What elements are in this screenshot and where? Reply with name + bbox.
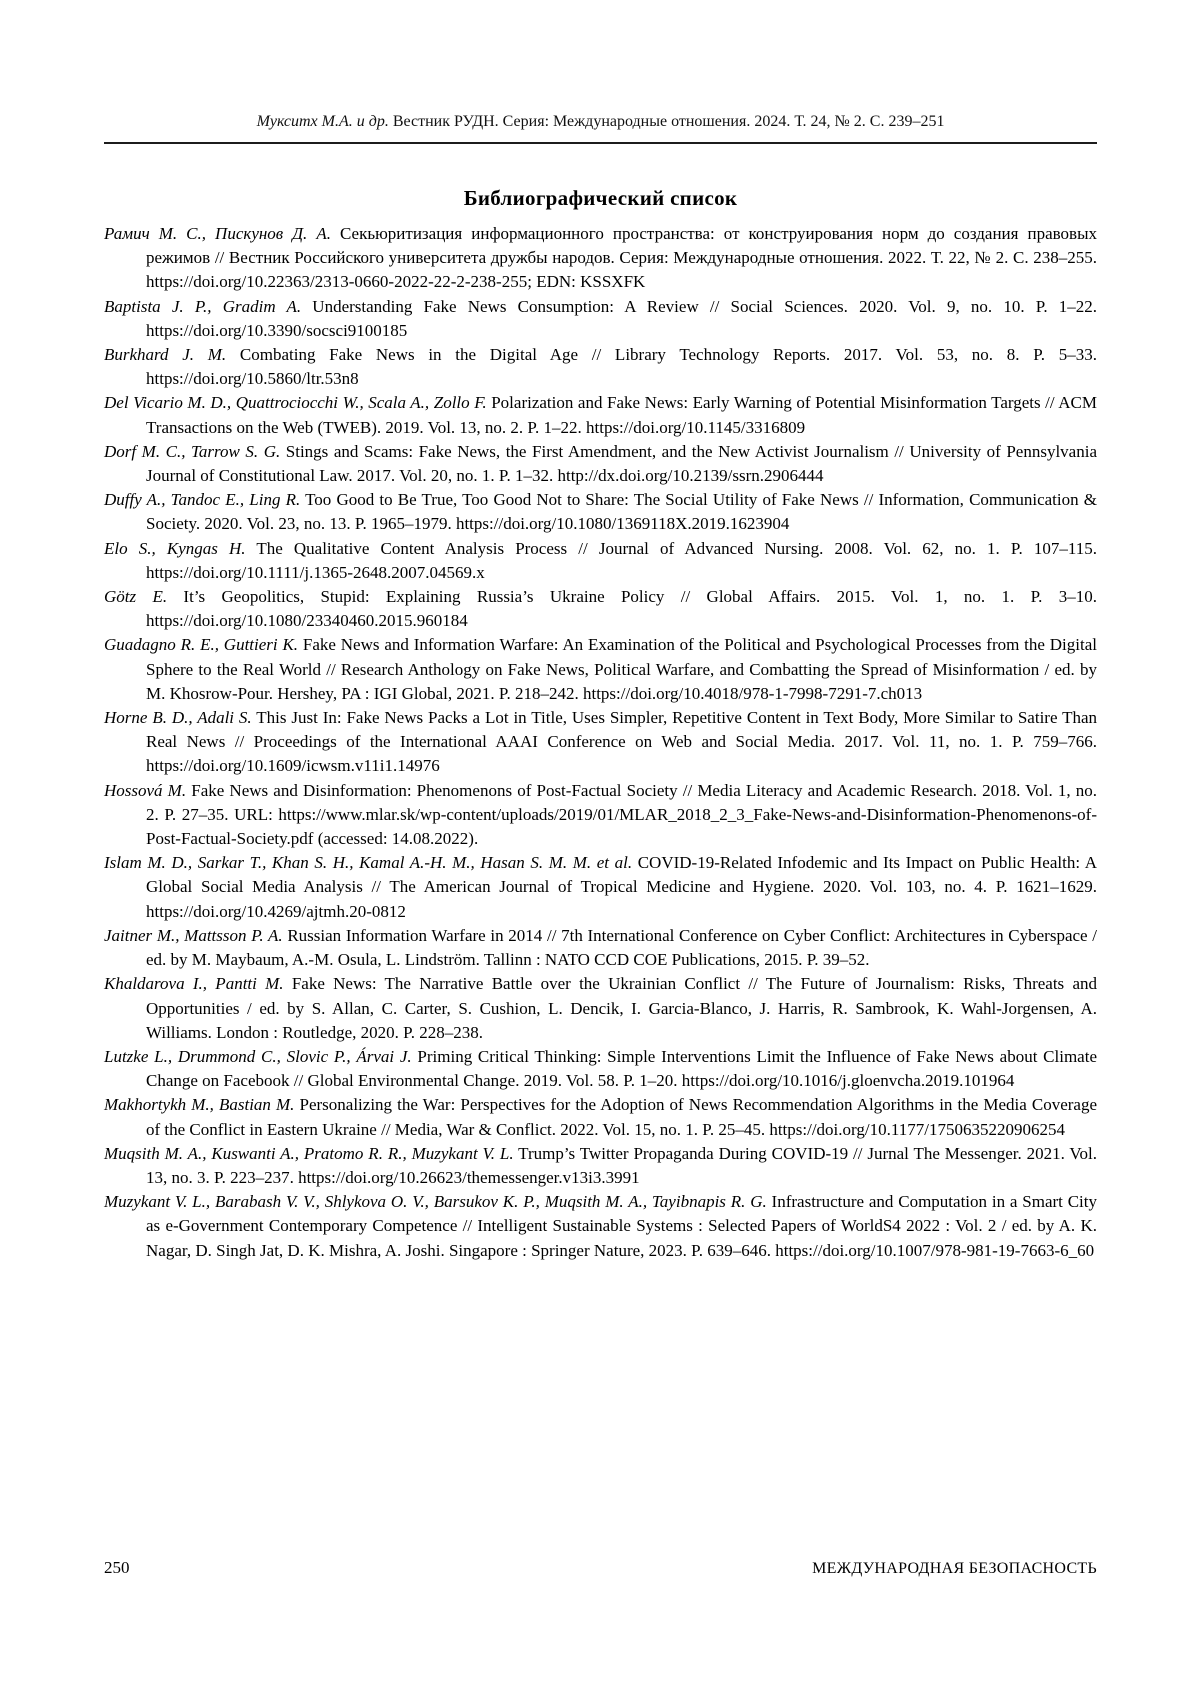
reference-authors: Dorf M. C., Tarrow S. G. <box>104 441 281 461</box>
reference-text: Fake News and Disinformation: Phenomenons of Post-Factual Society // Media Literacy and Academic Research. 2018. Vol. 1, no. 2. P. 27–35. URL: https://www.mlar.sk/wp-content/uploads/2019/01/MLAR_2018_2_3_Fake-News-and-Disinformation-Phenomenons-of-Post-Factual-Society.pdf (accessed: 14.08.2022). <box>146 780 1098 849</box>
reference-text: Infrastructure and Computation in a Smart City as e-Government Contemporary Competence // Intelligent Sustainable Systems : Selected Papers of WorldS4 2022 : Vol. 2 / ed. by A. K. Nagar, D. Singh Jat, D. K. Mishra, A. Joshi. Singapore : Springer Nature, 2023. P. 639–646. https://doi.org/10.1007/978-981-19-7663-6_60 <box>146 1192 1097 1260</box>
reference-authors: Duffy A., Tandoc E., Ling R. <box>104 490 301 510</box>
reference-entry <box>104 706 1097 779</box>
running-head-authors: Мукситх М.А. и др. <box>256 113 389 130</box>
running-head-citation: Вестник РУДН. Серия: Международные отношения. 2024. Т. 24, № 2. С. 239–251 <box>388 113 945 130</box>
reference-text: Personalizing the War: Perspectives for the Adoption of News Recommendation Algorithms in the Media Coverage of the Conflict in Eastern Ukraine // Media, War & Conflict. 2022. Vol. 15, no. 1. P. 25–45. https://doi.org/10.1177/1750635220906254 <box>146 1095 1098 1139</box>
reference-entry <box>104 1142 1097 1190</box>
reference-text: Too Good to Be True, Too Good Not to Share: The Social Utility of Fake News // Information, Communication & Society. 2020. Vol. 23, no. 13. P. 1965–1979. https://doi.org/10.1080/1369118X.2019.1623904 <box>146 490 1097 534</box>
reference-authors: Baptista J. P., Gradim A. <box>104 296 302 316</box>
reference-entry <box>104 972 1097 1045</box>
reference-entry <box>104 585 1097 633</box>
reference-authors: Muzykant V. L., Barabash V. V., Shlykova O. V., Barsukov K. P., Muqsith M. A., Tayibnapis R. G. <box>104 1192 767 1212</box>
reference-text: The Qualitative Content Analysis Process // Journal of Advanced Nursing. 2008. Vol. 62, no. 1. P. 107–115. https://doi.org/10.1111/j.1365-2648.2007.04569.x <box>146 538 1097 582</box>
reference-text: It’s Geopolitics, Stupid: Explaining Russia’s Ukraine Policy // Global Affairs. 2015. Vol. 1, no. 1. P. 3–10. https://doi.org/10.1080/23340460.2015.960184 <box>146 587 1097 631</box>
reference-entry <box>104 222 1097 295</box>
page-footer <box>104 1558 1097 1578</box>
bibliography-title: Библиографический список <box>463 186 738 210</box>
reference-authors: Horne B. D., Adali S. <box>104 708 252 728</box>
reference-entry <box>104 295 1097 343</box>
journal-section-label: МЕЖДУНАРОДНАЯ БЕЗОПАСНОСТЬ <box>812 1560 1097 1577</box>
reference-text: Priming Critical Thinking: Simple Interventions Limit the Influence of Fake News about Climate Change on Facebook // Global Environmental Change. 2019. Vol. 58. P. 1–20. https://doi.org/10.1016/j.gloenvcha.2019.101964 <box>146 1046 1097 1091</box>
reference-authors: Islam M. D., Sarkar T., Khan S. H., Kamal A.-H. M., Hasan S. M. M. et al. <box>104 853 633 873</box>
reference-text: Fake News: The Narrative Battle over the Ukrainian Conflict // The Future of Journalism: Risks, Threats and Opportunities / ed. by S. Allan, C. Carter, S. Cushion, L. Dencik, I. Garcia-Blanco, J. Harris, R. Sambrook, K. Wahl-Jorgensen, A. Williams. London : Routledge, 2020. P. 228–238. <box>146 974 1097 1042</box>
reference-text: Секьюритизация информационного пространства: от конструирования норм до создания правовых режимов // Вестник Российского университета дружбы народов. Серия: Международные отношения. 2022. Т. 22, № 2. С. 238–255. https://doi.org/10.22363/2313-0660-2022-22-2-238-255; EDN: KSSXFK <box>146 224 1097 292</box>
reference-entry <box>104 343 1097 391</box>
reference-entry <box>104 488 1097 536</box>
reference-entry <box>104 1093 1097 1141</box>
reference-entry <box>104 924 1097 972</box>
reference-entry <box>104 779 1097 852</box>
reference-authors: Burkhard J. M. <box>104 345 227 365</box>
reference-authors: Götz E. <box>104 587 168 607</box>
reference-text: Russian Information Warfare in 2014 // 7th International Conference on Cyber Conflict: Architectures in Cyberspace / ed. by M. Maybaum, A.-M. Osula, L. Lindström. Tallinn : NATO CCD COE Publications, 2015. P. 39–52. <box>146 925 1097 970</box>
reference-authors: Elo S., Kyngas H. <box>104 538 246 558</box>
reference-text: COVID-19-Related Infodemic and Its Impact on Public Health: A Global Social Media Analysis // The American Journal of Tropical Medicine and Hygiene. 2020. Vol. 103, no. 4. P. 1621–1629. https://doi.org/10.4269/ajtmh.20-0812 <box>146 853 1097 921</box>
reference-authors: Lutzke L., Drummond C., Slovic P., Árvai J. <box>104 1046 412 1066</box>
running-head <box>104 112 1097 132</box>
reference-authors: Makhortykh M., Bastian M. <box>104 1095 295 1115</box>
reference-authors: Hossová M. <box>104 780 187 800</box>
reference-text: This Just In: Fake News Packs a Lot in Title, Uses Simpler, Repetitive Content in Text Body, More Similar to Satire Than Real News // Proceedings of the International AAAI Conference on Web and Social Media. 2017. Vol. 11, no. 1. P. 759–766. https://doi.org/10.1609/icwsm.v11i1.14976 <box>146 708 1098 776</box>
header-rule <box>104 142 1097 144</box>
reference-authors: Muqsith M. A., Kuswanti A., Pratomo R. R., Muzykant V. L. <box>104 1143 514 1163</box>
reference-authors: Guadagno R. E., Guttieri K. <box>104 635 299 655</box>
reference-authors: Del Vicario M. D., Quattrociocchi W., Scala A., Zollo F. <box>104 393 487 413</box>
reference-authors: Jaitner M., Mattsson P. A. <box>104 925 283 945</box>
page-number: 250 <box>104 1558 130 1577</box>
reference-entry <box>104 537 1097 585</box>
reference-text: Polarization and Fake News: Early Warning of Potential Misinformation Targets // ACM Transactions on the Web (TWEB). 2019. Vol. 13, no. 2. P. 1–22. https://doi.org/10.1145/3316809 <box>146 393 1097 437</box>
reference-text: Stings and Scams: Fake News, the First Amendment, and the New Activist Journalism // University of Pennsylvania Journal of Constitutional Law. 2017. Vol. 20, no. 1. P. 1–32. http://dx.doi.org/10.2139/ssrn.2906444 <box>146 441 1097 486</box>
reference-entry <box>104 1045 1097 1093</box>
reference-entry <box>104 391 1097 439</box>
reference-entry <box>104 1190 1097 1263</box>
reference-text: Trump’s Twitter Propaganda During COVID-19 // Jurnal The Messenger. 2021. Vol. 13, no. 3. P. 223–237. https://doi.org/10.26623/themessenger.v13i3.3991 <box>146 1143 1097 1187</box>
reference-text: Combating Fake News in the Digital Age // Library Technology Reports. 2017. Vol. 53, no. 8. P. 5–33. https://doi.org/10.5860/ltr.53n8 <box>146 345 1097 389</box>
reference-entry <box>104 851 1097 924</box>
reference-list <box>104 222 1097 1263</box>
reference-text: Fake News and Information Warfare: An Examination of the Political and Psychological Processes from the Digital Sphere to the Real World // Research Anthology on Fake News, Political Warfare, and Combatting the Spread of Misinformation / ed. by M. Khosrow-Pour. Hershey, PA : IGI Global, 2021. P. 218–242. https://doi.org/10.4018/978-1-7998-7291-7.ch013 <box>146 635 1097 703</box>
reference-entry <box>104 440 1097 488</box>
reference-entry <box>104 633 1097 706</box>
reference-authors: Рамич М. С., Пискунов Д. А. <box>104 224 331 243</box>
reference-authors: Khaldarova I., Pantti M. <box>104 974 284 994</box>
reference-text: Understanding Fake News Consumption: A Review // Social Sciences. 2020. Vol. 9, no. 10. P. 1–22. https://doi.org/10.3390/socsci9100185 <box>146 296 1097 340</box>
